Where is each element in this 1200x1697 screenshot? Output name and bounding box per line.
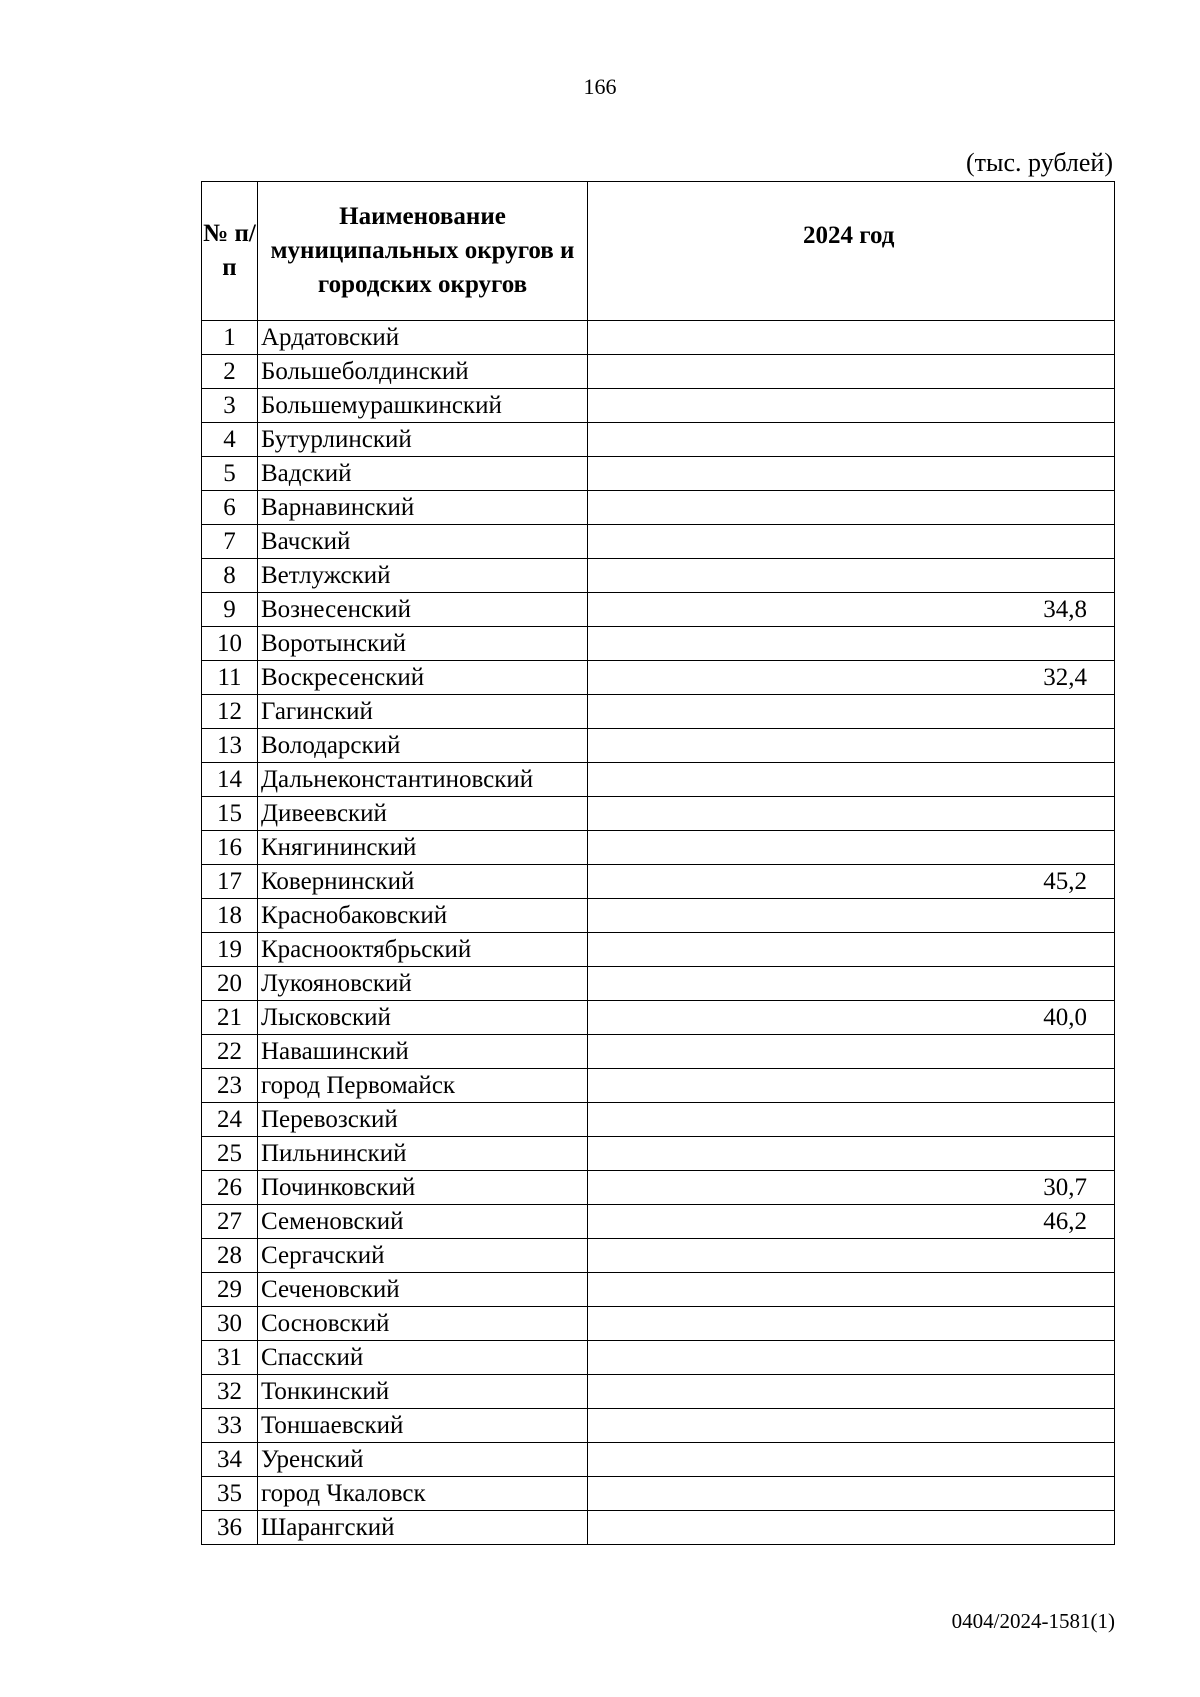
- row-number: 36: [202, 1511, 258, 1545]
- table-row: [202, 695, 1115, 729]
- row-value: [588, 1477, 1115, 1511]
- table-row: [202, 321, 1115, 355]
- row-value: 46,2: [588, 1205, 1115, 1239]
- row-number: 29: [202, 1273, 258, 1307]
- row-number: 15: [202, 797, 258, 831]
- row-name: Гагинский: [258, 695, 588, 729]
- row-number: 1: [202, 321, 258, 355]
- row-number: 27: [202, 1205, 258, 1239]
- row-value: [588, 831, 1115, 865]
- row-number: 12: [202, 695, 258, 729]
- table-row: [202, 491, 1115, 525]
- row-value: [588, 491, 1115, 525]
- row-number: 18: [202, 899, 258, 933]
- row-name: Краснооктябрьский: [258, 933, 588, 967]
- row-number: 11: [202, 661, 258, 695]
- row-number: 20: [202, 967, 258, 1001]
- table-row: [202, 1103, 1115, 1137]
- row-value: 40,0: [588, 1001, 1115, 1035]
- row-number: 13: [202, 729, 258, 763]
- row-value: 45,2: [588, 865, 1115, 899]
- row-name: Ардатовский: [258, 321, 588, 355]
- row-number: 6: [202, 491, 258, 525]
- row-value: [588, 967, 1115, 1001]
- row-number: 26: [202, 1171, 258, 1205]
- row-number: 25: [202, 1137, 258, 1171]
- table-row: [202, 525, 1115, 559]
- table-row: [202, 763, 1115, 797]
- row-name: Уренский: [258, 1443, 588, 1477]
- row-number: 31: [202, 1341, 258, 1375]
- table-row: [202, 797, 1115, 831]
- table-row: [202, 865, 1115, 899]
- row-value: [588, 797, 1115, 831]
- table-row: [202, 1239, 1115, 1273]
- table-row: [202, 423, 1115, 457]
- row-number: 3: [202, 389, 258, 423]
- row-value: [588, 627, 1115, 661]
- row-value: [588, 525, 1115, 559]
- row-name: Лысковский: [258, 1001, 588, 1035]
- row-number: 17: [202, 865, 258, 899]
- row-number: 5: [202, 457, 258, 491]
- table-row: [202, 1273, 1115, 1307]
- row-number: 10: [202, 627, 258, 661]
- table-row: [202, 1307, 1115, 1341]
- row-value: [588, 695, 1115, 729]
- row-number: 28: [202, 1239, 258, 1273]
- row-name: Ветлужский: [258, 559, 588, 593]
- table-row: [202, 899, 1115, 933]
- table-row: [202, 967, 1115, 1001]
- row-name: Тонкинский: [258, 1375, 588, 1409]
- table-row: [202, 1035, 1115, 1069]
- row-number: 22: [202, 1035, 258, 1069]
- row-value: 34,8: [588, 593, 1115, 627]
- header-row: [202, 182, 1115, 321]
- header-value: 2024 год: [588, 182, 1115, 321]
- table-row: [202, 1137, 1115, 1171]
- row-value: [588, 899, 1115, 933]
- table-row: [202, 1511, 1115, 1545]
- row-value: [588, 457, 1115, 491]
- row-value: [588, 559, 1115, 593]
- header-name: Наименование муниципальных округов и городских округов: [258, 182, 588, 321]
- table-body: [202, 321, 1115, 1545]
- row-number: 21: [202, 1001, 258, 1035]
- row-value: [588, 1035, 1115, 1069]
- row-number: 16: [202, 831, 258, 865]
- table-row: [202, 831, 1115, 865]
- data-table: [201, 181, 1115, 1545]
- row-name: Воскресенский: [258, 661, 588, 695]
- row-value: [588, 1375, 1115, 1409]
- table-row: [202, 1341, 1115, 1375]
- row-name: Большеболдинский: [258, 355, 588, 389]
- row-value: [588, 1443, 1115, 1477]
- row-name: город Чкаловск: [258, 1477, 588, 1511]
- table-row: [202, 661, 1115, 695]
- row-name: Вознесенский: [258, 593, 588, 627]
- table-row: [202, 1001, 1115, 1035]
- row-value: [588, 1239, 1115, 1273]
- row-name: Перевозский: [258, 1103, 588, 1137]
- row-name: Тоншаевский: [258, 1409, 588, 1443]
- row-value: [588, 1103, 1115, 1137]
- row-name: Ковернинский: [258, 865, 588, 899]
- table-row: [202, 593, 1115, 627]
- row-number: 23: [202, 1069, 258, 1103]
- table-row: [202, 355, 1115, 389]
- row-value: [588, 355, 1115, 389]
- row-number: 30: [202, 1307, 258, 1341]
- row-name: Володарский: [258, 729, 588, 763]
- table-row: [202, 1205, 1115, 1239]
- row-name: Варнавинский: [258, 491, 588, 525]
- row-number: 32: [202, 1375, 258, 1409]
- units-label: (тыс. рублей): [965, 148, 1113, 177]
- row-name: Большемурашкинский: [258, 389, 588, 423]
- row-name: Навашинский: [258, 1035, 588, 1069]
- row-name: Дальнеконстантиновский: [258, 763, 588, 797]
- row-name: Шарангский: [258, 1511, 588, 1545]
- row-number: 8: [202, 559, 258, 593]
- row-number: 9: [202, 593, 258, 627]
- row-number: 19: [202, 933, 258, 967]
- row-name: Лукояновский: [258, 967, 588, 1001]
- table-row: [202, 627, 1115, 661]
- row-value: 32,4: [588, 661, 1115, 695]
- row-name: Княгининский: [258, 831, 588, 865]
- row-name: Дивеевский: [258, 797, 588, 831]
- row-name: Сосновский: [258, 1307, 588, 1341]
- row-number: 14: [202, 763, 258, 797]
- row-name: город Первомайск: [258, 1069, 588, 1103]
- row-number: 34: [202, 1443, 258, 1477]
- page-number: 166: [583, 74, 617, 99]
- row-name: Сергачский: [258, 1239, 588, 1273]
- row-name: Сеченовский: [258, 1273, 588, 1307]
- table-row: [202, 1171, 1115, 1205]
- row-number: 4: [202, 423, 258, 457]
- row-name: Краснобаковский: [258, 899, 588, 933]
- table-row: [202, 1443, 1115, 1477]
- row-value: [588, 729, 1115, 763]
- table-row: [202, 1375, 1115, 1409]
- table-header: [202, 182, 1115, 321]
- header-num: № п/п: [202, 182, 258, 321]
- row-name: Пильнинский: [258, 1137, 588, 1171]
- row-name: Починковский: [258, 1171, 588, 1205]
- row-value: [588, 321, 1115, 355]
- table-row: [202, 1069, 1115, 1103]
- row-value: [588, 423, 1115, 457]
- row-value: [588, 389, 1115, 423]
- row-name: Спасский: [258, 1341, 588, 1375]
- table-row: [202, 1477, 1115, 1511]
- table-row: [202, 933, 1115, 967]
- row-value: [588, 1273, 1115, 1307]
- row-value: 30,7: [588, 1171, 1115, 1205]
- row-value: [588, 1307, 1115, 1341]
- document-code: 0404/2024-1581(1): [951, 1609, 1115, 1633]
- row-value: [588, 1409, 1115, 1443]
- row-value: [588, 1069, 1115, 1103]
- table-row: [202, 457, 1115, 491]
- row-name: Бутурлинский: [258, 423, 588, 457]
- row-name: Семеновский: [258, 1205, 588, 1239]
- row-name: Вадский: [258, 457, 588, 491]
- row-value: [588, 1341, 1115, 1375]
- row-value: [588, 1511, 1115, 1545]
- table-row: [202, 729, 1115, 763]
- row-value: [588, 763, 1115, 797]
- row-name: Воротынский: [258, 627, 588, 661]
- row-number: 33: [202, 1409, 258, 1443]
- row-value: [588, 1137, 1115, 1171]
- row-number: 24: [202, 1103, 258, 1137]
- table-row: [202, 389, 1115, 423]
- table-row: [202, 559, 1115, 593]
- row-number: 2: [202, 355, 258, 389]
- row-number: 35: [202, 1477, 258, 1511]
- row-number: 7: [202, 525, 258, 559]
- table-row: [202, 1409, 1115, 1443]
- row-name: Вачский: [258, 525, 588, 559]
- row-value: [588, 933, 1115, 967]
